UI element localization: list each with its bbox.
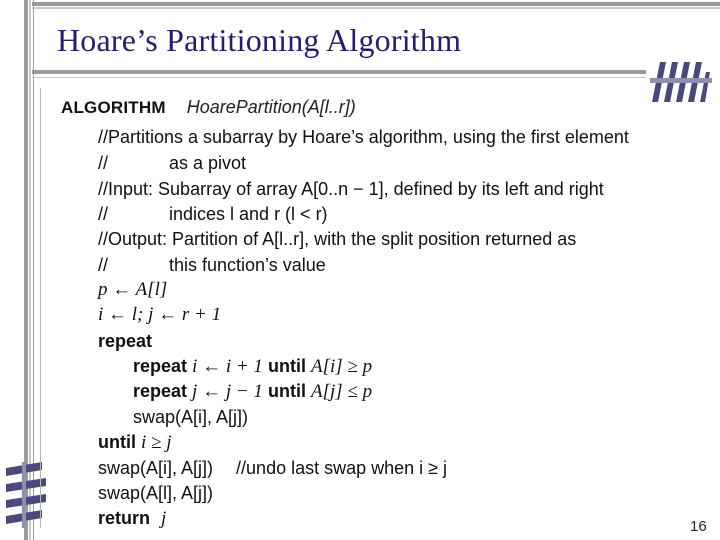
condition-i: A[i] ≥ p bbox=[310, 356, 373, 377]
undo-swap: swap(A[i], A[j]) bbox=[98, 458, 214, 478]
comment-text: indices l and r (l < r) bbox=[169, 204, 328, 224]
slide-title: Hoare’s Partitioning Algorithm bbox=[57, 22, 462, 58]
pivot-assignment: p ← A[l] bbox=[98, 279, 168, 300]
swap-ij: swap(A[i], A[j]) bbox=[133, 407, 249, 427]
inner-repeat-j bbox=[133, 380, 372, 403]
repeat-keyword: repeat bbox=[133, 356, 188, 376]
comment-text: this function’s value bbox=[169, 255, 326, 275]
outer-until bbox=[98, 431, 172, 454]
page-number: 16 bbox=[690, 518, 707, 535]
undo-swap-line bbox=[98, 457, 447, 479]
until-keyword: until bbox=[267, 381, 306, 401]
title-underline bbox=[32, 70, 646, 74]
algorithm-pseudocode bbox=[61, 96, 701, 536]
repeat-keyword: repeat bbox=[133, 381, 188, 401]
comment-line-4 bbox=[98, 203, 658, 225]
comment-line-1: //Partitions a subarray by Hoare’s algorithm, using the first element bbox=[98, 127, 629, 147]
return-keyword: return bbox=[98, 508, 151, 528]
undo-comment: //undo last swap when i ≥ j bbox=[236, 458, 448, 478]
comment-marker: // bbox=[98, 153, 109, 173]
until-keyword: until bbox=[267, 356, 306, 376]
until-condition: i ≥ j bbox=[141, 432, 172, 453]
increment-i: i ← i + 1 bbox=[192, 356, 263, 377]
decrement-j: j ← j − 1 bbox=[192, 381, 263, 402]
inner-repeat-i bbox=[133, 355, 372, 378]
comment-line-3: //Input: Subarray of array A[0..n − 1], defined by its left and right bbox=[98, 179, 604, 199]
comment-line-6 bbox=[98, 254, 658, 276]
content-divider bbox=[40, 88, 41, 528]
algorithm-keyword: ALGORITHM bbox=[61, 98, 166, 117]
comment-line-5: //Output: Partition of A[l..r], with the split position returned as bbox=[98, 229, 577, 249]
return-value: j bbox=[161, 508, 167, 529]
comment-marker: // bbox=[98, 204, 109, 224]
corner-logo-icon bbox=[6, 462, 48, 533]
comment-marker: // bbox=[98, 255, 109, 275]
algorithm-header bbox=[61, 96, 356, 119]
return-line bbox=[98, 507, 166, 530]
swap-lj: swap(A[l], A[j]) bbox=[98, 483, 214, 503]
until-keyword: until bbox=[98, 432, 136, 452]
outer-repeat-keyword: repeat bbox=[98, 331, 153, 351]
index-init: i ← l; j ← r + 1 bbox=[98, 304, 222, 325]
title-underline-thin bbox=[32, 77, 646, 78]
comment-text: as a pivot bbox=[169, 153, 247, 173]
algorithm-name: HoarePartition(A[l..r]) bbox=[186, 97, 356, 117]
comment-line-2 bbox=[98, 152, 658, 174]
left-frame-bar bbox=[0, 0, 32, 540]
top-frame-bar bbox=[0, 0, 720, 10]
condition-j: A[j] ≤ p bbox=[310, 381, 373, 402]
